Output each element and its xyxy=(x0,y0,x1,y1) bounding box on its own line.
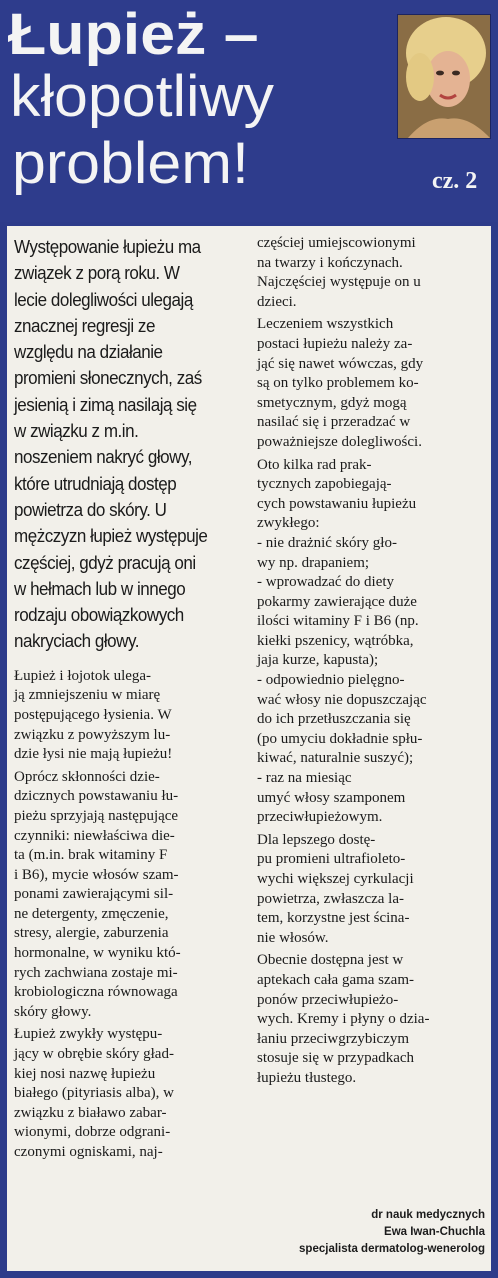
paragraph: Oprócz skłonności dzie- dzicznych powstawaniu łu- pieżu sprzyjają następujące czynniki: niewłaściwa die- ta (m.in. brak witaminy F i B6), mycie włosów szam- ponami zawierającymi sil- ne detergenty, zmęczenie, stresy, alergie, zaburzenia hormonalne, w wyniku któ- rych zachwiana zostaje mi- krobiologiczna równowaga skóry głowy. xyxy=(14,768,181,1020)
left-column xyxy=(14,234,246,1163)
author-photo xyxy=(397,14,491,139)
part-label: cz. 2 xyxy=(432,168,478,194)
list-item: - raz na miesiąc umyć włosy szamponem przeciwłupieżowym. xyxy=(257,770,406,826)
title-line-1: Łupież – xyxy=(8,2,259,67)
author-signature xyxy=(299,1207,485,1258)
paragraph: Obecnie dostępna jest w aptekach cała gama szam- ponów przeciwłupieżo- wych. Kremy i płyny o dzia- łaniu przeciwgrzybiczym stosuje się w przypadkach łupieżu tłustego. xyxy=(257,952,430,1086)
paragraph: Łupież zwykły występu- jący w obrębie skóry gład- kiej nosi nazwę łupieżu białego (pityriasis alba), w związku z białawo zabar- wionymi, dobrze odgrani- czonymi ogniskami, naj- xyxy=(14,1026,174,1160)
author-name: Ewa Iwan-Chuchla xyxy=(384,1226,485,1238)
author-specialty: specjalista dermatolog-wenerolog xyxy=(299,1243,485,1255)
title-line-2: kłopotliwy xyxy=(10,64,275,129)
paragraph: Dla lepszego dostę- pu promieni ultrafioleto- wychi większej cyrkulacji powietrza, zwłaszcza la- tem, korzystne jest ścina- nie włosów. xyxy=(257,831,414,946)
paragraph: Oto kilka rad prak- tycznych zapobiegają- cych powstawaniu łupieżu zwykłego: xyxy=(257,456,417,532)
article-body xyxy=(7,226,491,1271)
paragraph: Leczeniem wszystkich postaci łupieżu należy za- jąć się nawet wówczas, gdy są on tylko problemem ko- smetycznym, gdyż mogą nasilać się i przeradzać w poważniejsze dolegliwości. xyxy=(257,316,424,450)
article-header xyxy=(0,0,498,222)
list-item: - wprowadzać do diety pokarmy zawierające duże ilości witaminy F i B6 (np. kiełki pszenicy, wątróbka, jaja kurze, kapusta); xyxy=(257,574,419,669)
lead-paragraph: Występowanie łupieżu ma związek z porą roku. W lecie dolegliwości ulegają znacznej regresji ze względu na działanie promieni słonecznych, zaś jesienią i zimą nasilają się w związku z m.in. noszeniem nakryć głowy, które utrudniają dostęp powietrza do skóry. U mężczyzn łupież występuje częściej, gdyż pracują oni w hełmach lub w innego rodzaju obowiązkowych nakryciach głowy. xyxy=(14,236,208,652)
right-column xyxy=(257,234,487,1089)
paragraph: Łupież i łojotok ulega- ją zmniejszeniu w miarę postępującego łysienia. W związku z powyższym lu- dzie łysi nie mają łupieżu! xyxy=(14,667,173,763)
paragraph: częściej umiejscowionymi na twarzy i kończynach. Najczęściej występuje on u dzieci. xyxy=(257,235,421,310)
title-line-3: problem! xyxy=(12,131,249,196)
author-degree: dr nauk medycznych xyxy=(371,1209,485,1221)
list-item: - nie drażnić skóry gło- wy np. drapaniem; xyxy=(257,534,397,571)
list-item: - odpowiednio pielęgno- wać włosy nie dopuszczając do ich przetłuszczania się (po umyciu dokładnie spłu- kiwać, naturalnie suszyć); xyxy=(257,672,427,767)
